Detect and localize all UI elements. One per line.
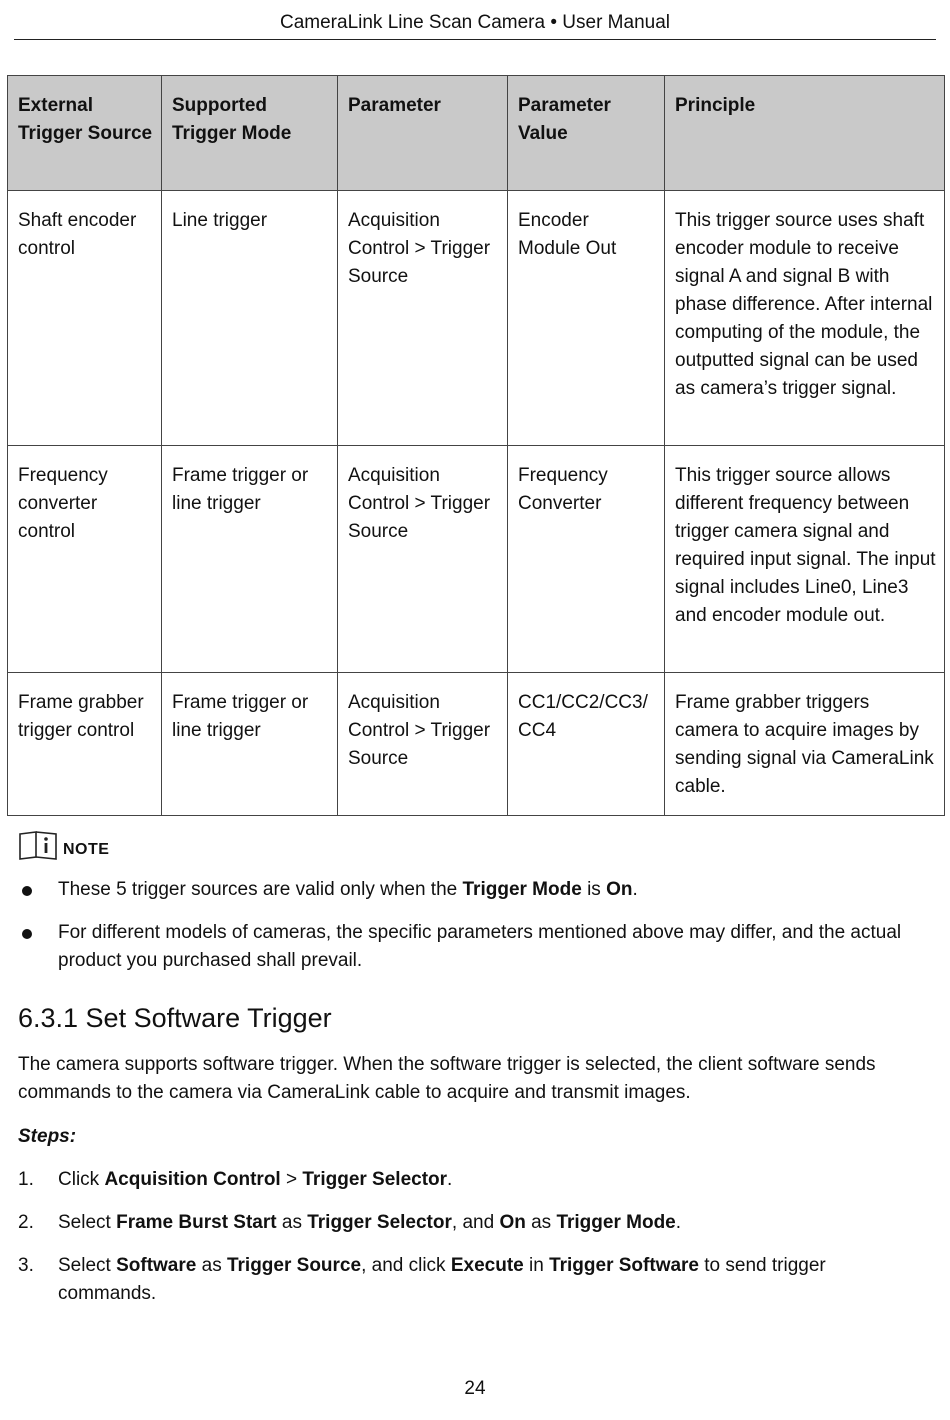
table-cell: Frequency Converter [508,446,665,673]
step-bold-text: Acquisition Control [104,1169,281,1190]
table-cell: Acquisition Control > Trigger Source [338,446,508,673]
table-cell: Shaft encoder control [8,191,162,446]
step-text: . [675,1212,682,1233]
table-cell: Acquisition Control > Trigger Source [338,673,508,816]
step-text: in [523,1255,550,1276]
table-row [8,673,945,816]
bullet-dot [22,929,32,939]
step-text: , and click [361,1255,451,1276]
step-bold-text: Trigger Software [549,1255,699,1276]
note-label: NOTE [63,841,110,858]
table-cell: Frame trigger or line trigger [162,673,338,816]
note-text: For different models of cameras, the specific parameters mentioned above may differ, and the actual product you purchased shall prevail. [58,922,902,971]
note-bold-text: On [606,879,633,900]
section-heading: 6.3.1 Set Software Trigger [18,1003,332,1033]
table-row [8,446,945,673]
step-text: to send trigger commands. [58,1255,826,1304]
header-parameter: Parameter [338,76,508,191]
step-bold-text: Execute [450,1255,524,1276]
note-bold-text: Trigger Mode [462,879,582,900]
note-text: is [581,879,607,900]
step-number: 2. [18,1212,34,1233]
table-header-row [8,76,945,191]
step-number: 1. [18,1169,34,1190]
table-cell: Frequency converter control [8,446,162,673]
note-text: These 5 trigger sources are valid only when the [58,879,463,900]
step-text: as [196,1255,227,1276]
steps-label: Steps: [18,1126,77,1147]
table-row [8,191,945,446]
table-cell: Frame grabber triggers camera to acquire images by sending signal via CameraLink cable. [665,673,945,816]
step-bold-text: Software [116,1255,197,1276]
header-rule [14,39,936,40]
page-number: 24 [464,1378,486,1399]
info-book-icon [18,830,58,865]
header-supported-trigger-mode: Supported Trigger Mode [162,76,338,191]
step-bold-text: Trigger Mode [556,1212,676,1233]
header-external-trigger-source: External Trigger Source [8,76,162,191]
step-bold-text: Frame Burst Start [116,1212,277,1233]
step-text: Click [58,1169,105,1190]
list-item [0,1166,950,1194]
table-cell: This trigger source allows different frequency between trigger camera signal and required input signal. The input signal includes Line0, Line3 and encoder module out. [665,446,945,673]
list-item [0,876,950,904]
note-text: . [632,879,638,900]
trigger-source-table [7,75,945,816]
table-cell: Acquisition Control > Trigger Source [338,191,508,446]
header-parameter-value: Parameter Value [508,76,665,191]
step-bold-text: Trigger Source [226,1255,362,1276]
step-text: , and [451,1212,500,1233]
running-header: CameraLink Line Scan Camera • User Manual [280,12,670,33]
table-cell: Frame grabber trigger control [8,673,162,816]
step-text: . [447,1169,453,1190]
step-text: Select [58,1212,117,1233]
list-item [0,1209,950,1237]
step-bold-text: On [499,1212,526,1233]
step-text: as [525,1212,557,1233]
table-cell: CC1/CC2/CC3/CC4 [508,673,665,816]
table-cell: Encoder Module Out [508,191,665,446]
step-bold-text: Trigger Selector [302,1169,448,1190]
section-intro: The camera supports software trigger. When the software trigger is selected, the client software sends commands to the camera via CameraLink cable to acquire and transmit images. [18,1054,876,1103]
steps-list [0,1166,950,1323]
header-principle: Principle [665,76,945,191]
note-list [0,876,950,990]
list-item [0,1252,950,1308]
step-text: Select [58,1255,117,1276]
list-item [0,919,950,975]
step-number: 3. [18,1255,34,1276]
table-cell: This trigger source uses shaft encoder module to receive signal A and signal B with phase difference. After internal computing of the module, the outputted signal can be used as camera’s trigger signal. [665,191,945,446]
table-cell: Frame trigger or line trigger [162,446,338,673]
table-cell: Line trigger [162,191,338,446]
step-text: > [280,1169,303,1190]
step-text: as [276,1212,308,1233]
step-bold-text: Trigger Selector [307,1212,452,1233]
bullet-dot [22,886,32,896]
